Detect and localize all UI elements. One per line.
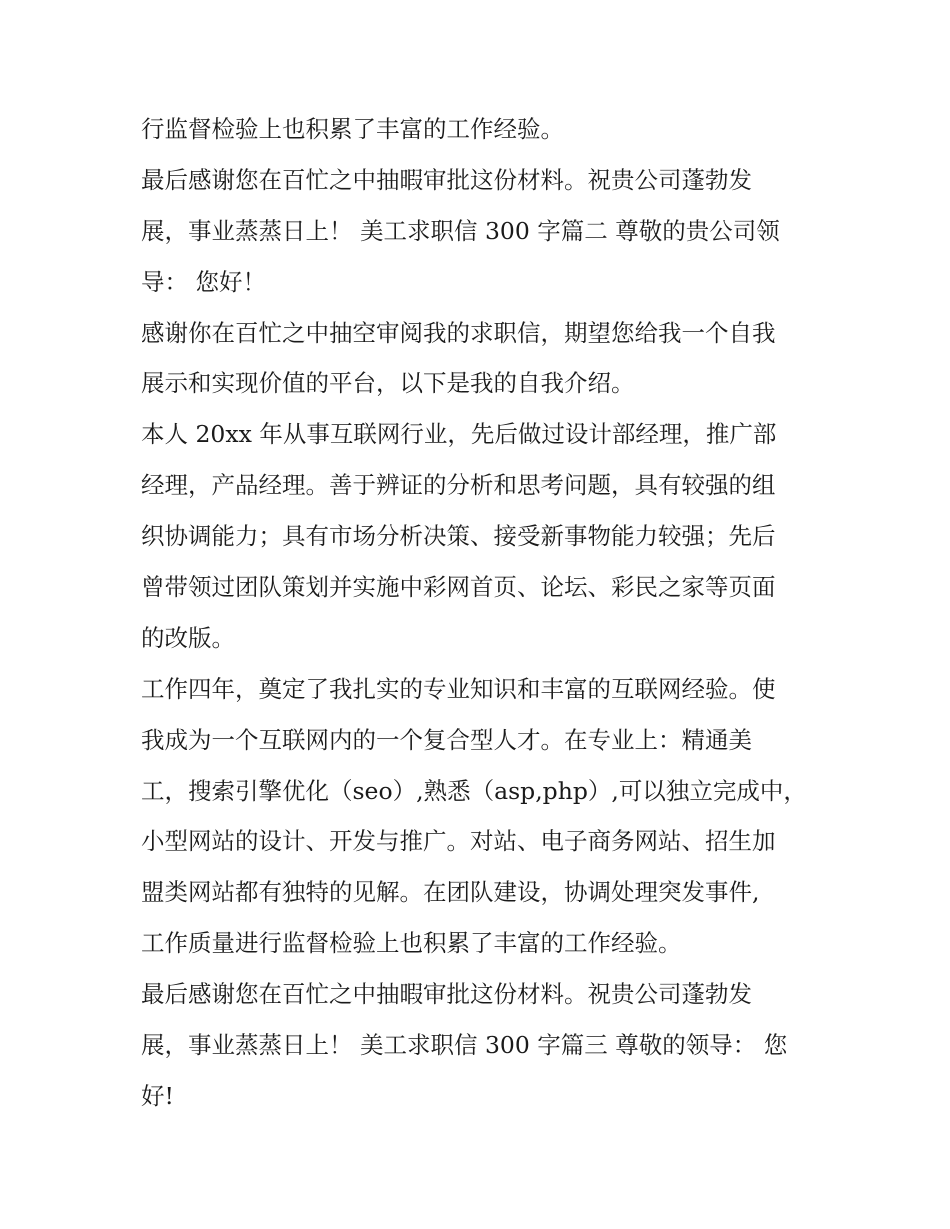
text-line: 工，搜索引擎优化（seo）,熟悉（asp,php）,可以独立完成中，	[141, 776, 807, 805]
text-line: 好!	[141, 1081, 174, 1110]
text-line: 小型网站的设计、开发与推广。对站、电子商务网站、招生加	[141, 827, 776, 856]
text-line: 导： 您好！	[141, 267, 266, 296]
text-line: 展，事业蒸蒸日上！ 美工求职信 300 字篇三 尊敬的领导： 您	[141, 1031, 788, 1060]
text-line: 展，事业蒸蒸日上！ 美工求职信 300 字篇二 尊敬的贵公司领	[141, 216, 780, 245]
document-body	[141, 104, 813, 1122]
text-line: 盟类网站都有独特的见解。在团队建设，协调处理突发事件,	[141, 878, 760, 907]
text-line: 经理，产品经理。善于辨证的分析和思考问题，具有较强的组	[141, 471, 776, 500]
text-line: 曾带领过团队策划并实施中彩网首页、论坛、彩民之家等页面	[141, 573, 776, 602]
text-line: 最后感谢您在百忙之中抽暇审批这份材料。祝贵公司蓬勃发	[141, 165, 752, 194]
text-line: 工作质量进行监督检验上也积累了丰富的工作经验。	[141, 929, 682, 958]
text-line: 的改版。	[141, 623, 235, 652]
text-line: 展示和实现价值的平台，以下是我的自我介绍。	[141, 369, 635, 398]
text-line: 本人 20xx 年从事互联网行业，先后做过设计部经理，推广部	[141, 420, 777, 449]
text-line: 工作四年，奠定了我扎实的专业知识和丰富的互联网经验。使	[141, 674, 776, 703]
text-line: 行监督检验上也积累了丰富的工作经验。	[141, 115, 564, 143]
text-line: 织协调能力；具有市场分析决策、接受新事物能力较强；先后	[141, 522, 776, 551]
text-line: 我成为一个互联网内的一个复合型人才。在专业上：精通美	[141, 725, 752, 754]
text-line: 最后感谢您在百忙之中抽暇审批这份材料。祝贵公司蓬勃发	[141, 980, 752, 1009]
text-line: 感谢你在百忙之中抽空审阅我的求职信，期望您给我一个自我	[141, 318, 776, 347]
